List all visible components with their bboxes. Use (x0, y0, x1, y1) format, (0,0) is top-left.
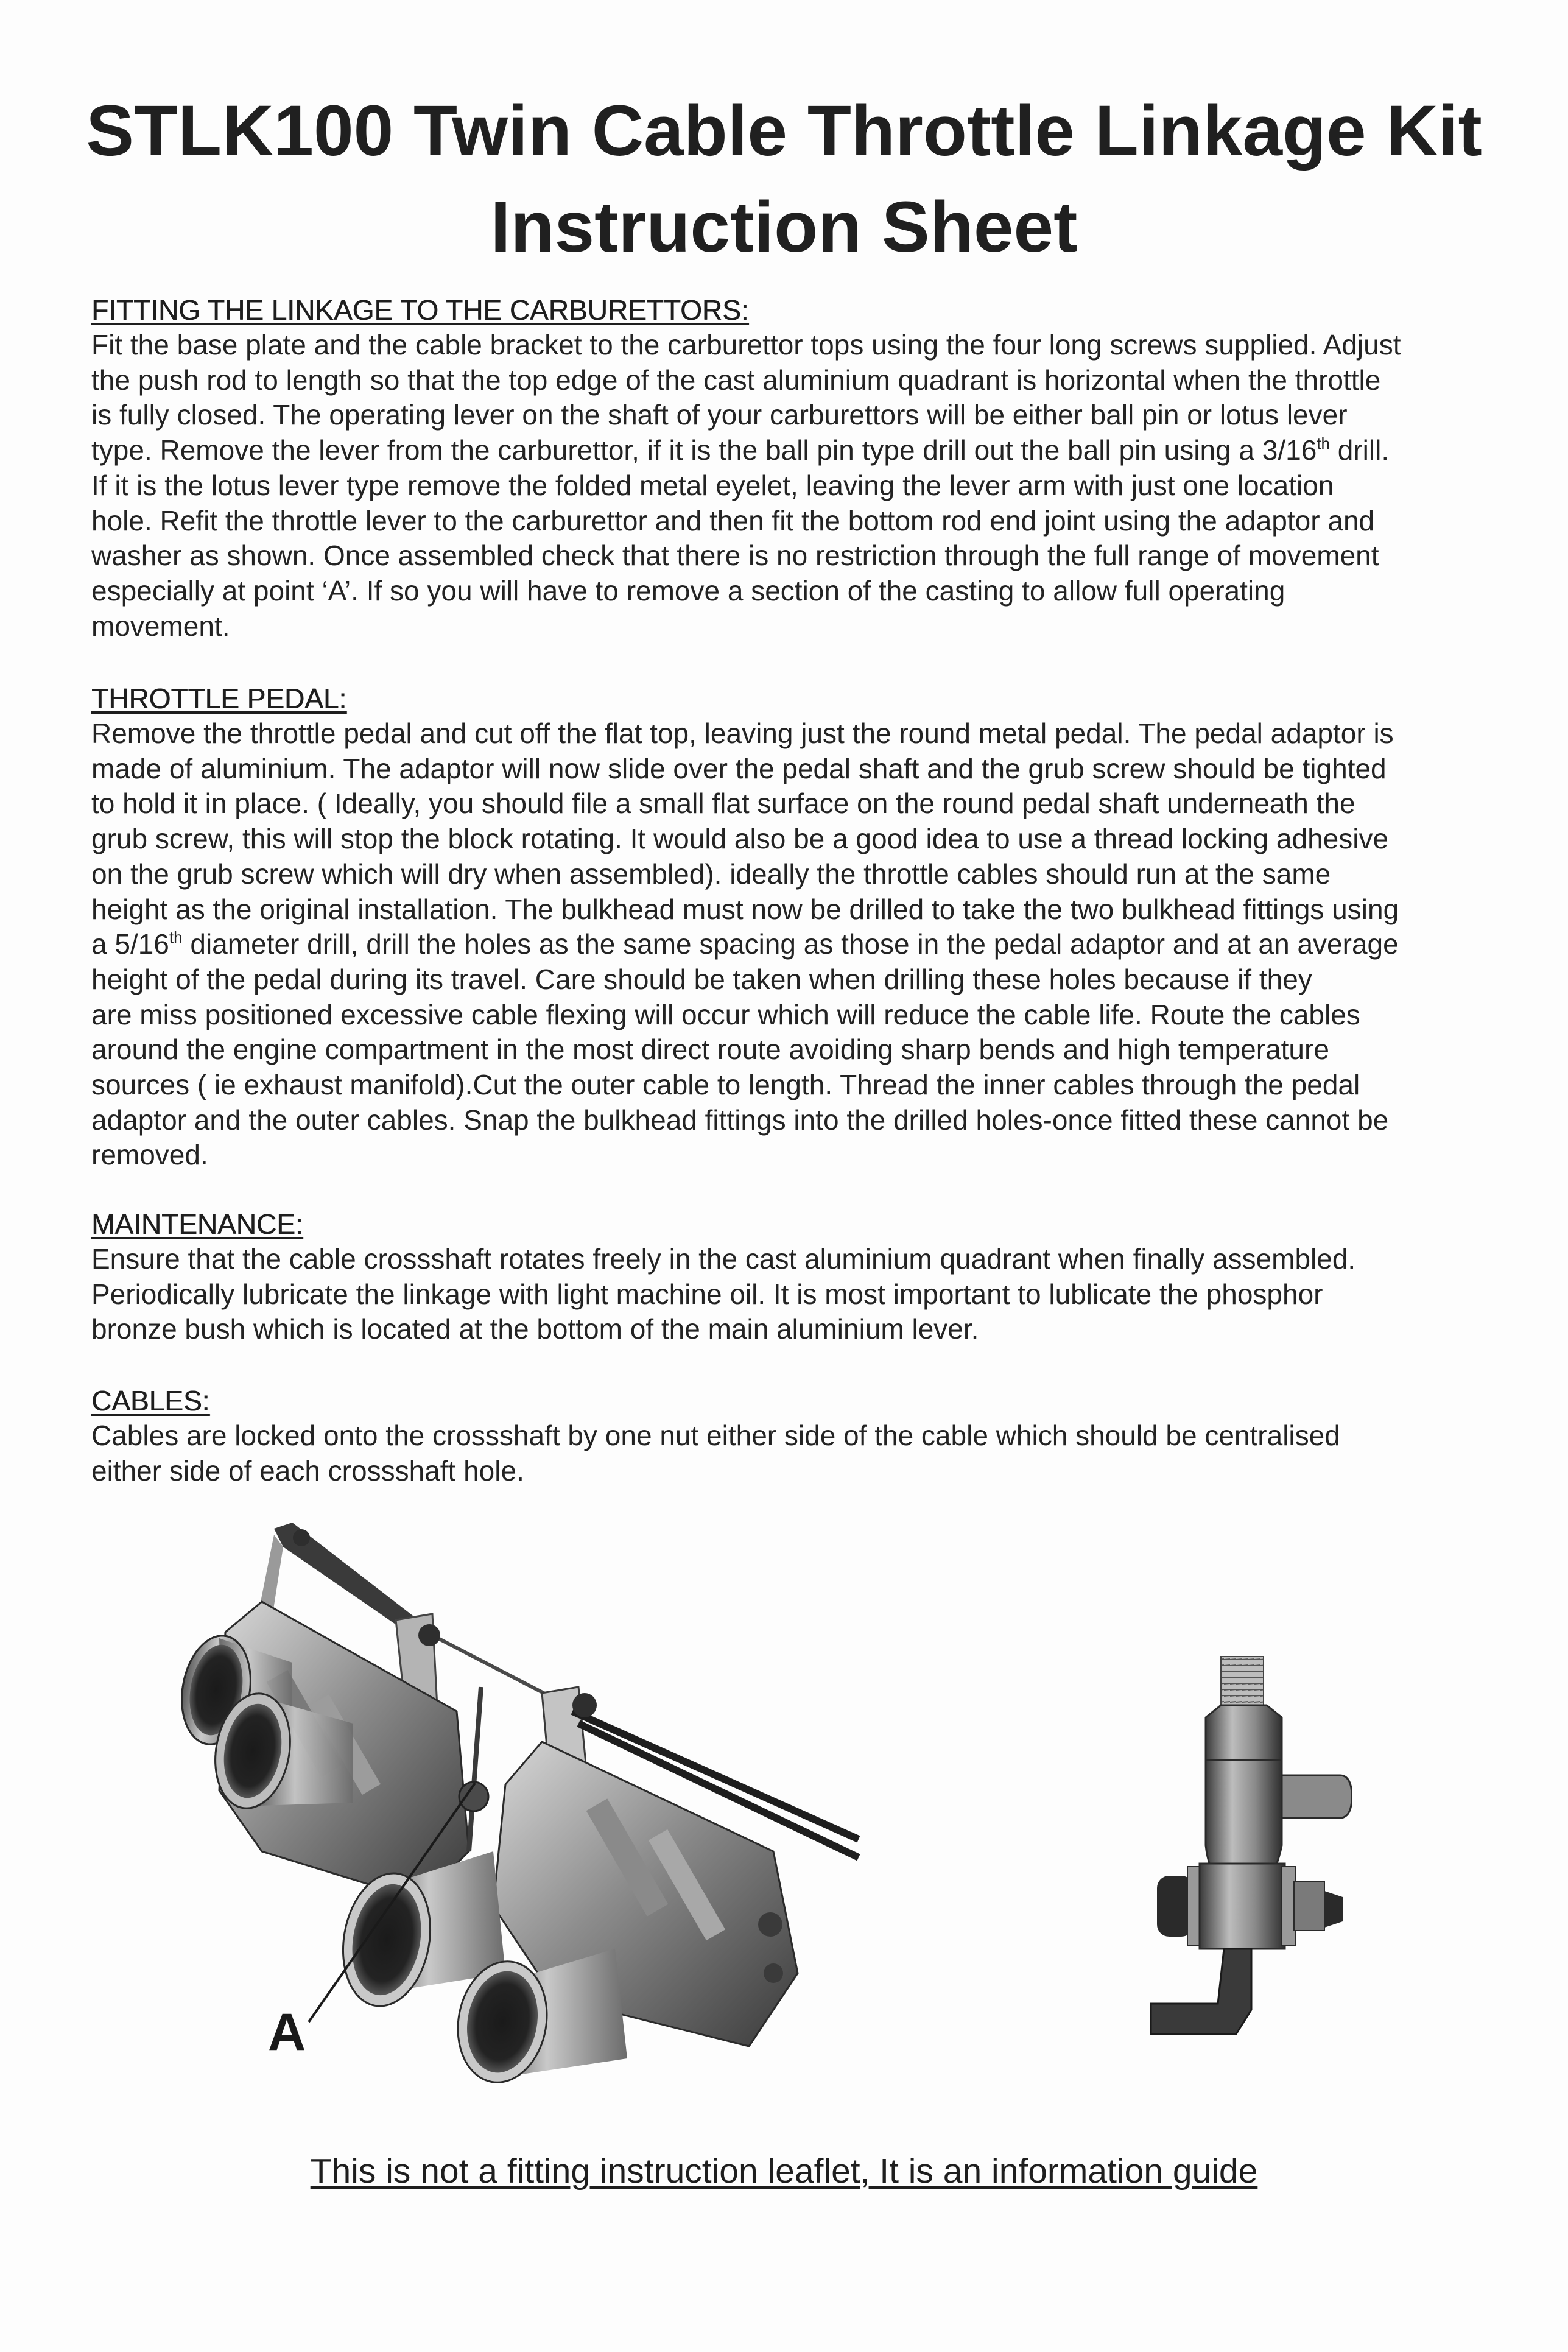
body-text-line: height as the original installation. The bulkhead must now be drilled to take the two bulkhead fittings using (91, 893, 1399, 925)
rod-end-joint-photo-icon (1145, 1644, 1352, 2071)
body-text-line: removed. (91, 1139, 208, 1171)
section-body (91, 328, 1492, 644)
document-title-line-1: STLK100 Twin Cable Throttle Linkage Kit (86, 91, 1482, 171)
body-text-line: is fully closed. The operating lever on the shaft of your carburettors will be either ball pin or lotus lever (91, 399, 1348, 431)
section-fitting-linkage (91, 292, 1492, 644)
section-heading: THROTTLE PEDAL: (91, 683, 347, 714)
body-text-line: Periodically lubricate the linkage with light machine oil. It is most important to lublicate the phosphor (91, 1278, 1323, 1310)
body-text-line: to hold it in place. ( Ideally, you should file a small flat surface on the round pedal shaft underneath the (91, 787, 1355, 820)
body-text-line: especially at point ‘A’. If so you will have to remove a section of the casting to allow full operating (91, 574, 1285, 607)
body-text-line: Cables are locked onto the crossshaft by one nut either side of the cable which should be centralised (91, 1420, 1340, 1451)
body-text-line: either side of each crossshaft hole. (91, 1454, 524, 1487)
body-text-line: Remove the throttle pedal and cut off the flat top, leaving just the round metal pedal. The pedal adaptor is (91, 717, 1394, 749)
body-text-line: adaptor and the outer cables. Snap the bulkhead fittings into the drilled holes-once fitted these cannot be (91, 1104, 1389, 1136)
section-body (91, 716, 1492, 1173)
document-title-line-2: Instruction Sheet (490, 187, 1078, 267)
body-text-line: around the engine compartment in the most direct route avoiding sharp bends and high temperature (91, 1033, 1329, 1066)
body-text-line: a 5/16th diameter drill, drill the holes as the same spacing as those in the pedal adaptor and at an average (91, 928, 1399, 960)
body-text-line: sources ( ie exhaust manifold).Cut the outer cable to length. Thread the inner cables through the pedal (91, 1069, 1360, 1101)
twin-carburettor-photo-icon (152, 1510, 944, 2083)
section-heading: MAINTENANCE: (91, 1208, 303, 1240)
section-throttle-pedal (91, 681, 1492, 1173)
ordinal-superscript: th (169, 928, 183, 947)
point-a-label: A (268, 2003, 306, 2062)
ordinal-superscript: th (1317, 434, 1330, 453)
body-text-line: made of aluminium. The adaptor will now slide over the pedal shaft and the grub screw should be tighted (91, 752, 1387, 784)
section-body (91, 1242, 1492, 1347)
body-text-line: washer as shown. Once assembled check that there is no restriction through the full range of movement (91, 540, 1379, 572)
body-text-line: grub screw, this will stop the block rotating. It would also be a good idea to use a thread locking adhesive (91, 823, 1389, 855)
body-text-line: If it is the lotus lever type remove the folded metal eyelet, leaving the lever arm with just one location (91, 469, 1334, 501)
information-guide-disclaimer: This is not a fitting instruction leaflet, It is an information guide (310, 2152, 1258, 2191)
body-text-line: are miss positioned excessive cable flexing will occur which will reduce the cable life. Route the cables (91, 998, 1360, 1030)
body-text-line: the push rod to length so that the top edge of the cast aluminium quadrant is horizontal when the throttle (91, 364, 1381, 396)
section-cables (91, 1383, 1492, 1488)
section-heading: FITTING THE LINKAGE TO THE CARBURETTORS: (91, 294, 749, 326)
body-text-line: height of the pedal during its travel. Care should be taken when drilling these holes because if they (91, 963, 1312, 995)
section-maintenance (91, 1206, 1492, 1347)
body-text-line: movement. (91, 610, 230, 642)
section-body (91, 1418, 1492, 1488)
section-heading: CABLES: (91, 1385, 210, 1417)
body-text-line: Fit the base plate and the cable bracket to the carburettor tops using the four long screws supplied. Adjust (91, 329, 1401, 361)
body-text-line: Ensure that the cable crossshaft rotates freely in the cast aluminium quadrant when finally assembled. (91, 1243, 1356, 1275)
body-text-line: type. Remove the lever from the carburettor, if it is the ball pin type drill out the ball pin using a 3/16th drill. (91, 434, 1390, 467)
body-text-line: bronze bush which is located at the bottom of the main aluminium lever. (91, 1313, 979, 1345)
body-text-line: hole. Refit the throttle lever to the carburettor and then fit the bottom rod end joint using the adaptor and (91, 504, 1375, 537)
body-text-line: on the grub screw which will dry when assembled). ideally the throttle cables should run at the same (91, 857, 1331, 890)
